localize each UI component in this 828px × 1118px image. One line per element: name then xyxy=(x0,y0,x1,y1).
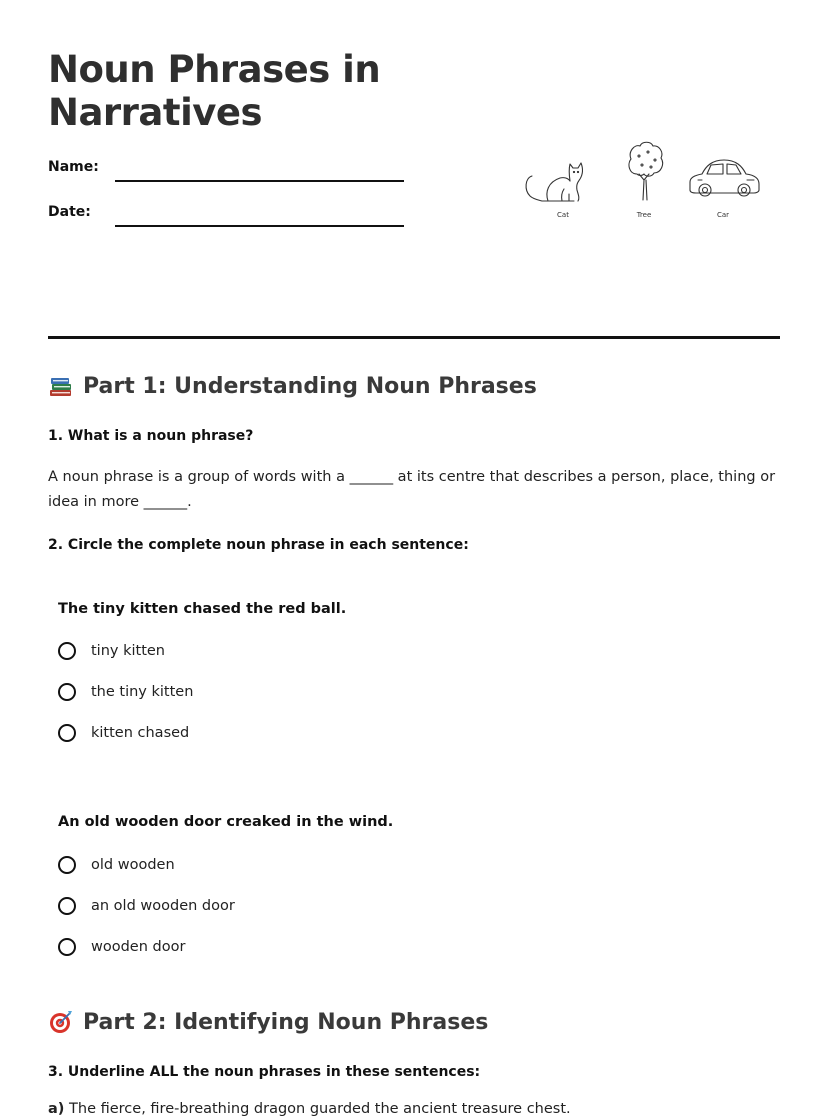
question-3a-text: The fierce, fire-breathing dragon guarded the ancient treasure chest. xyxy=(69,1101,571,1117)
sentence-2: An old wooden door creaked in the wind. xyxy=(58,814,394,830)
item-marker: a) xyxy=(48,1101,65,1117)
option-2c[interactable] xyxy=(58,934,185,960)
option-label: wooden door xyxy=(91,939,186,955)
option-label: an old wooden door xyxy=(91,898,235,914)
question-3-label: 3. Underline ALL the noun phrases in these sentences: xyxy=(48,1064,481,1080)
option-label: kitten chased xyxy=(91,725,190,741)
name-field[interactable] xyxy=(115,180,404,182)
option-2a[interactable] xyxy=(58,852,175,878)
option-1b[interactable] xyxy=(58,679,193,705)
radio-circle[interactable] xyxy=(58,724,76,742)
cat-caption: Cat xyxy=(557,211,569,219)
option-label: old wooden xyxy=(91,857,175,873)
option-1c[interactable] xyxy=(58,720,189,746)
radio-circle[interactable] xyxy=(58,938,76,956)
radio-circle[interactable] xyxy=(58,897,76,915)
section-divider xyxy=(48,336,780,339)
radio-circle[interactable] xyxy=(58,683,76,701)
car-icon xyxy=(690,160,759,196)
date-field[interactable] xyxy=(115,225,404,227)
cat-icon xyxy=(526,163,582,201)
sentence-1: The tiny kitten chased the red ball. xyxy=(58,601,347,617)
part1-heading xyxy=(48,373,537,399)
date-label: Date: xyxy=(48,204,91,220)
part1-title: Part 1: Understanding Noun Phrases xyxy=(83,373,537,399)
part2-title: Part 2: Identifying Noun Phrases xyxy=(83,1009,489,1035)
car-caption: Car xyxy=(716,211,730,219)
radio-circle[interactable] xyxy=(58,856,76,874)
target-icon xyxy=(48,1009,74,1035)
tree-caption: Tree xyxy=(636,211,652,219)
name-label: Name: xyxy=(48,159,99,175)
illustration-strip xyxy=(518,138,768,224)
option-2b[interactable] xyxy=(58,893,235,919)
part2-heading xyxy=(48,1009,488,1035)
question-3a xyxy=(48,1101,571,1117)
option-label: tiny kitten xyxy=(91,643,166,659)
question-2-label: 2. Circle the complete noun phrase in each sentence: xyxy=(48,537,469,553)
question-1-text: A noun phrase is a group of words with a ______ at its centre that describes a person, place, thing or idea in more ______. xyxy=(48,469,776,510)
books-icon xyxy=(48,373,74,399)
option-1a[interactable] xyxy=(58,638,165,664)
page-title: Noun Phrases in Narratives xyxy=(48,48,381,134)
tree-icon xyxy=(629,142,663,200)
option-label: the tiny kitten xyxy=(91,684,194,700)
radio-circle[interactable] xyxy=(58,642,76,660)
question-1-label: 1. What is a noun phrase? xyxy=(48,428,254,444)
